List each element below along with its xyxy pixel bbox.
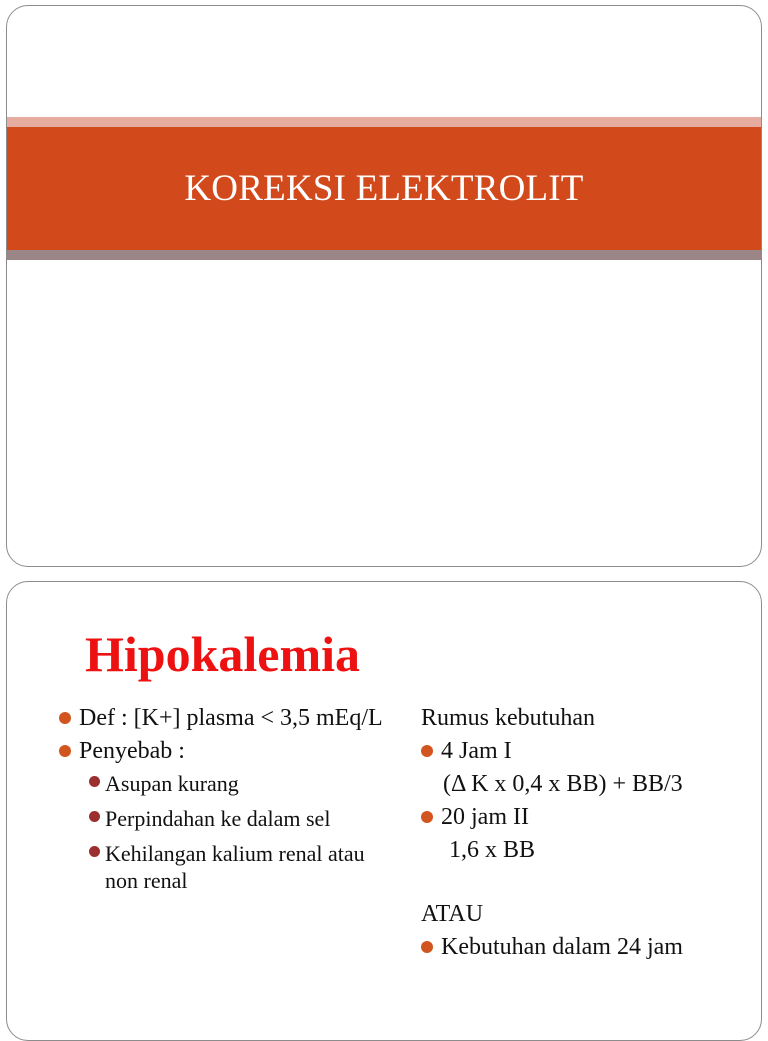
list-item-penyebab	[59, 737, 389, 765]
content-slide	[6, 581, 762, 1041]
bullet-icon	[59, 745, 71, 757]
list-item-4-jam	[421, 737, 751, 765]
list-item-def	[59, 704, 389, 732]
sub-bullet-icon	[89, 846, 100, 857]
sub-item-perpindahan	[59, 805, 389, 832]
sub-item-text: Perpindahan ke dalam sel	[105, 806, 331, 831]
bullet-icon	[421, 745, 433, 757]
bullet-icon	[59, 712, 71, 724]
sub-item-kehilangan	[59, 840, 389, 894]
penyebab-text: Penyebab :	[79, 738, 185, 764]
formula-4-jam: (Δ K x 0,4 x BB) + BB/3	[443, 771, 683, 797]
slide-title: KOREKSI ELEKTROLIT	[184, 168, 584, 209]
sub-item-asupan	[59, 770, 389, 797]
formula-20-jam: 1,6 x BB	[449, 837, 536, 863]
item-text: 4 Jam I	[441, 738, 512, 764]
title-band	[7, 127, 761, 250]
sub-item-text: Kehilangan kalium renal atau non renal	[105, 841, 365, 893]
sub-bullet-icon	[89, 811, 100, 822]
title-slide	[6, 5, 762, 567]
content-title: Hipokalemia	[85, 626, 361, 682]
rumus-heading: Rumus kebutuhan	[421, 705, 595, 731]
sub-item-text: Asupan kurang	[105, 771, 239, 796]
list-item-kebutuhan-24-jam	[421, 933, 751, 961]
bullet-icon	[421, 811, 433, 823]
title-band-top-stripe	[7, 117, 761, 127]
sub-bullet-icon	[89, 776, 100, 787]
item-text: 20 jam II	[441, 804, 529, 830]
title-band-bottom-stripe	[7, 250, 761, 260]
left-column	[59, 704, 389, 894]
right-column	[421, 704, 751, 961]
item-text: Kebutuhan dalam 24 jam	[441, 934, 683, 960]
def-text: Def : [K+] plasma < 3,5 mEq/L	[79, 705, 383, 731]
list-item-20-jam	[421, 803, 751, 831]
atau-label: ATAU	[421, 901, 484, 927]
bullet-icon	[421, 941, 433, 953]
